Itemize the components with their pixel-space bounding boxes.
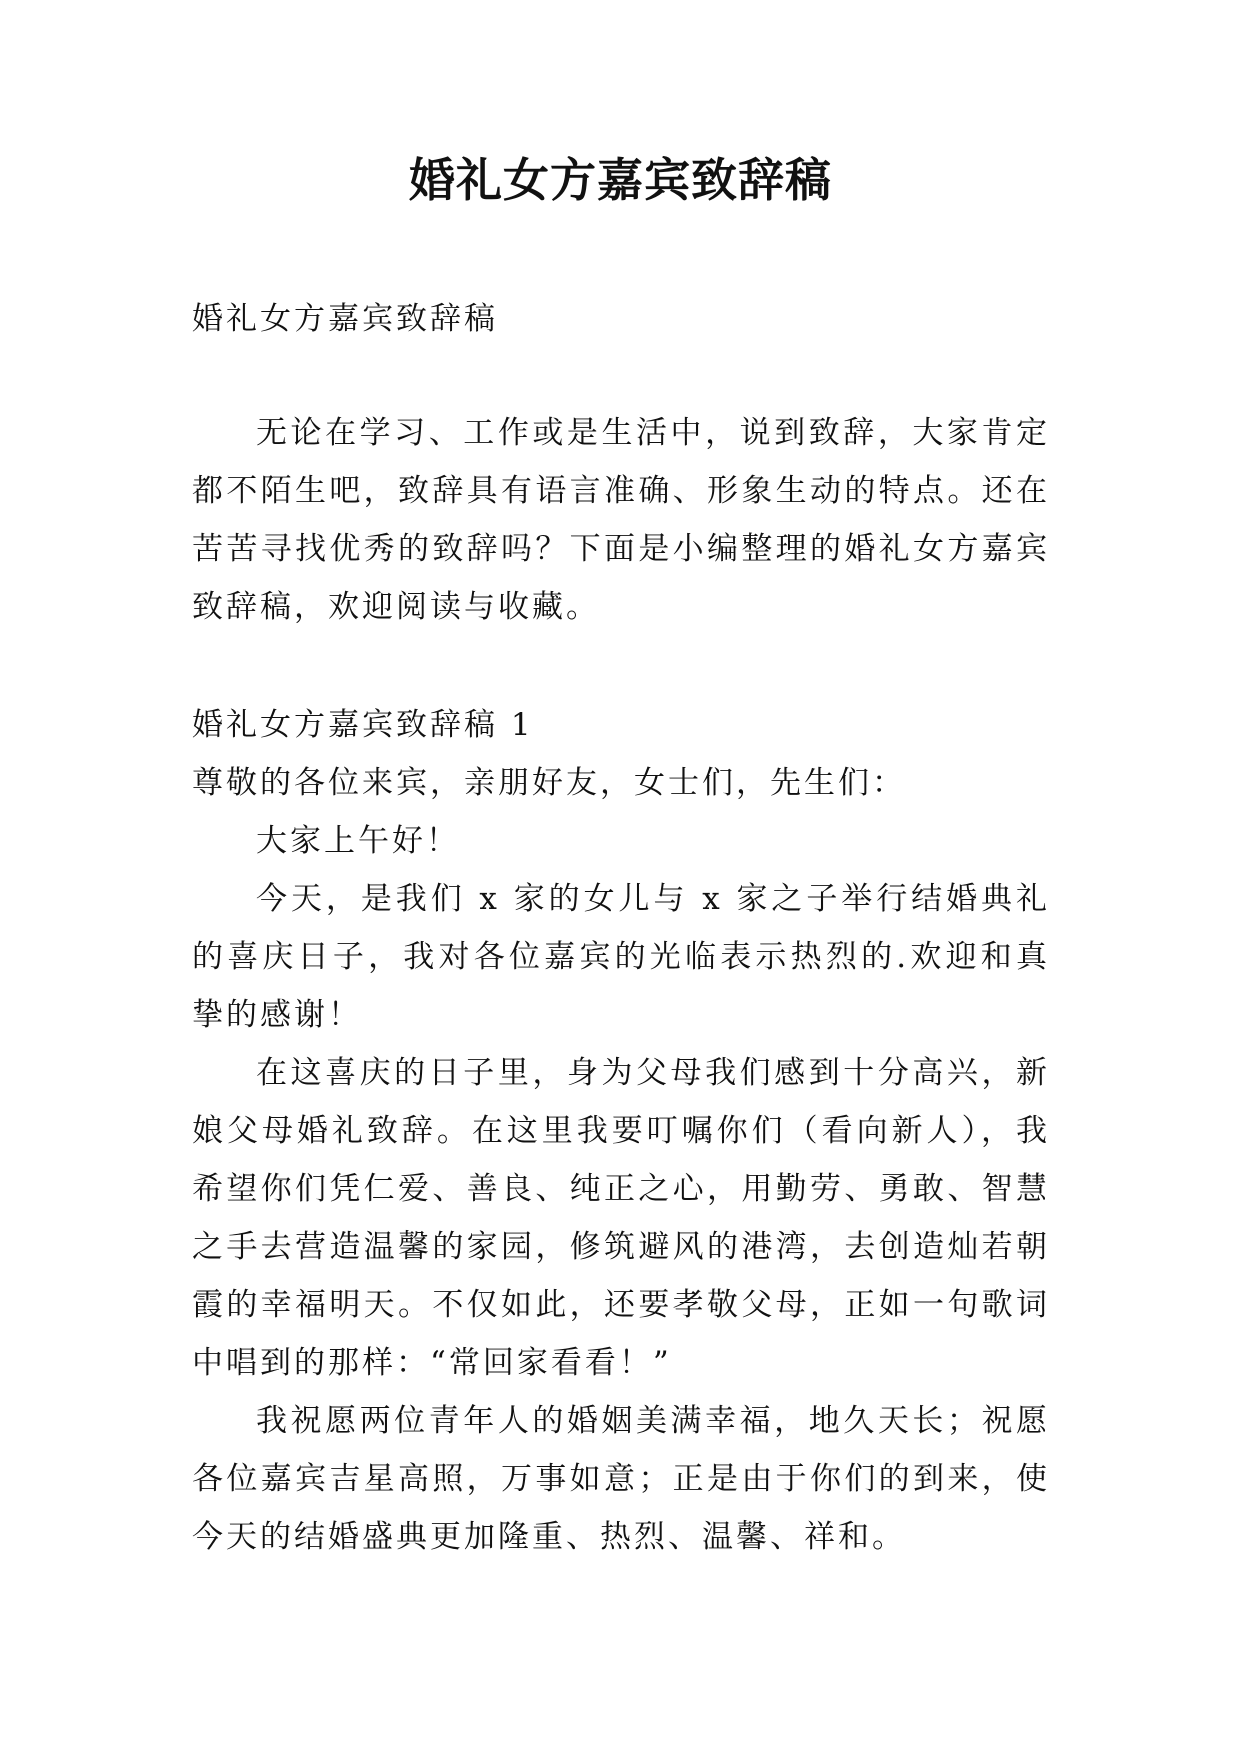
greeting-line: 大家上午好！: [256, 823, 460, 859]
body-paragraph: 今天，是我们 x 家的女儿与 x 家之子举行结婚典礼的喜庆日子，我对各位嘉宾的光临表示热烈的.欢迎和真挚的感谢！: [192, 881, 1050, 1033]
intro-paragraph: 无论在学习、工作或是生活中，说到致辞，大家肯定都不陌生吧，致辞具有语言准确、形象生动的特点。还在苦苦寻找优秀的致辞吗？下面是小编整理的婚礼女方嘉宾致辞稿，欢迎阅读与收藏。: [192, 415, 1050, 625]
body-paragraph: 在这喜庆的日子里，身为父母我们感到十分高兴，新娘父母婚礼致辞。在这里我要叮嘱你们（看向新人），我希望你们凭仁爱、善良、纯正之心，用勤劳、勇敢、智慧之手去营造温馨的家园，修筑避风的港湾，去创造灿若朝霞的幸福明天。不仅如此，还要孝敬父母，正如一句歌词中唱到的那样：“常回家看看！”: [192, 1055, 1050, 1381]
body-paragraph: 我祝愿两位青年人的婚姻美满幸福，地久天长；祝愿各位嘉宾吉星高照，万事如意；正是由于你们的到来，使今天的结婚盛典更加隆重、热烈、温馨、祥和。: [192, 1403, 1050, 1555]
salutation-line: 尊敬的各位来宾，亲朋好友，女士们，先生们：: [192, 765, 906, 801]
document-subtitle: 婚礼女方嘉宾致辞稿: [192, 301, 498, 337]
document-title: 婚礼女方嘉宾致辞稿: [409, 153, 832, 207]
section-heading: 婚礼女方嘉宾致辞稿 1: [192, 707, 534, 743]
